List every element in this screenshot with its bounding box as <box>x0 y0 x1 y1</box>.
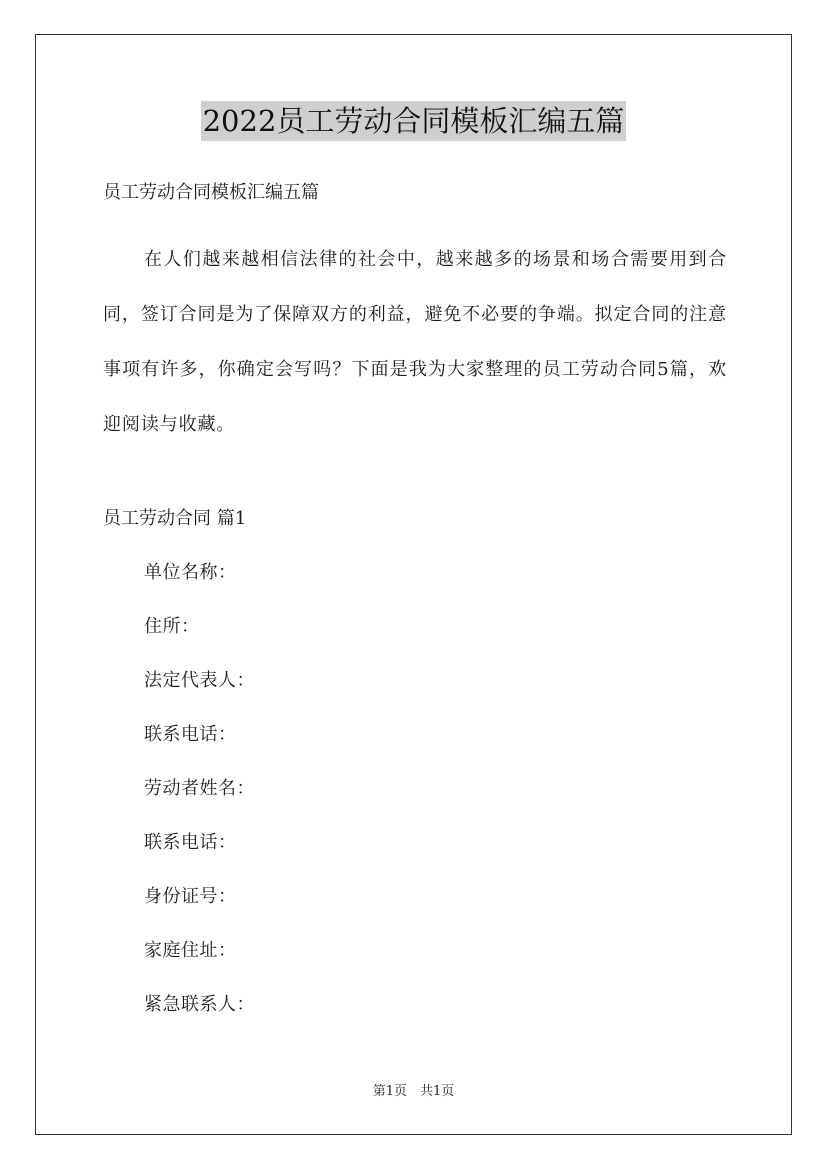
field-employer-phone: 联系电话： <box>144 724 237 745</box>
field-legal-representative: 法定代表人： <box>144 670 255 691</box>
section-heading: 员工劳动合同 篇1 <box>103 508 247 529</box>
document-subtitle: 员工劳动合同模板汇编五篇 <box>103 182 319 203</box>
field-employer-name: 单位名称： <box>144 562 237 583</box>
field-home-address: 家庭住址： <box>144 940 237 961</box>
page-footer: 第1页 共1页 <box>372 1084 455 1099</box>
field-employee-phone: 联系电话： <box>144 832 237 853</box>
field-id-number: 身份证号： <box>144 886 237 907</box>
field-emergency-contact: 紧急联系人： <box>144 994 255 1015</box>
document-title: 2022员工劳动合同模板汇编五篇 <box>201 101 627 141</box>
title-container <box>0 101 827 141</box>
intro-paragraph: 在人们越来越相信法律的社会中，越来越多的场景和场合需要用到合同，签订合同是为了保障双方的利益，避免不必要的争端。拟定合同的注意事项有许多，你确定会写吗？下面是我为大家整理的员工劳动合同5篇，欢迎阅读与收藏。 <box>103 249 727 435</box>
field-address: 住所： <box>144 616 200 637</box>
field-employee-name: 劳动者姓名： <box>144 778 255 799</box>
